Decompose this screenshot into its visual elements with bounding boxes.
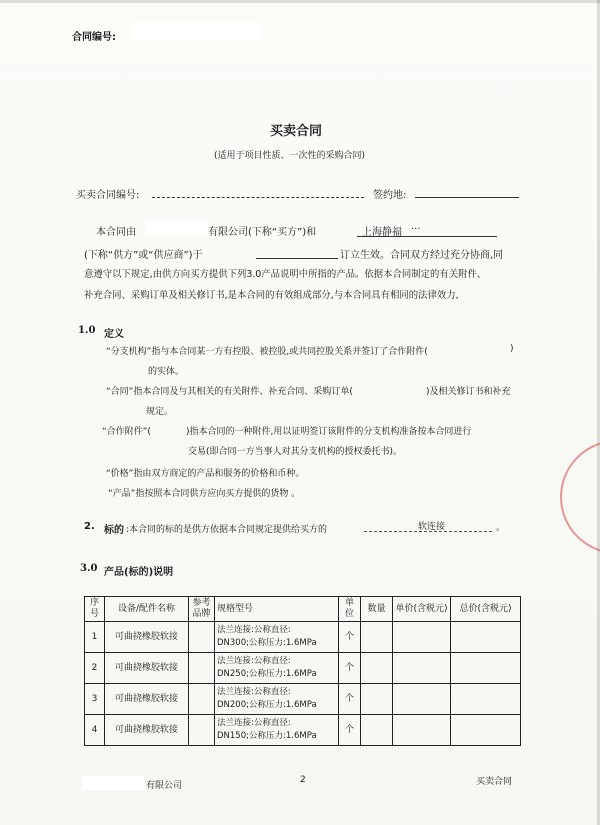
cell-name: 可曲挠橡胶软接: [105, 684, 189, 715]
buyer-name-redacted: [146, 221, 208, 235]
supplier-name: 上海静福: [362, 227, 402, 238]
section1-title: 定义: [104, 329, 124, 340]
table-row: [85, 653, 521, 684]
def-branch-a: “分支机构”指与本合同某一方有控股、被控股,或共同控股关系并签订了合作附件(: [106, 347, 428, 357]
cell-qty: [361, 653, 393, 684]
section2-text: :本合同的标的是供方依据本合同规定提供给买方的: [126, 525, 328, 535]
section2-subject-field[interactable]: [364, 531, 492, 532]
header-qty: 数量: [361, 597, 393, 622]
footer-company: 有限公司: [146, 781, 183, 791]
header-seq: 序号: [85, 597, 105, 622]
def-contract-a: “合同”指本合同及与其相关的有关附件、补充合同、采购订单(: [106, 387, 353, 397]
def-annex-b: )指本合同的一种附件,用以证明签订该附件的分支机构准备按本合同进行: [186, 427, 472, 437]
cell-total: [451, 622, 521, 653]
table-row: [85, 715, 521, 746]
intro-line4: 补充合同、采购订单及相关修订书,是本合同的有效组成部分,与本合同具有相同的法律效力,: [84, 290, 459, 301]
cell-qty: [361, 622, 393, 653]
intro-line2-a: (下称“供方”或“供应商”)于: [84, 250, 203, 261]
cell-total: [451, 653, 521, 684]
page-title: 买卖合同: [270, 124, 323, 139]
cell-spec-line1: 法兰连接:公称直径:: [217, 718, 291, 728]
sign-date-field[interactable]: [256, 258, 338, 259]
def-annex-c: 交易(即合同一方当事人对其分支机构的授权委托书)。: [188, 447, 403, 457]
supplier-name-field[interactable]: [357, 236, 497, 237]
cell-unit: 个: [339, 715, 361, 746]
cell-spec-line2: DN200;公称压力:1.6MPa: [217, 700, 317, 710]
header-price: 单价(含税元): [393, 597, 451, 622]
header-total: 总价(含税元): [451, 597, 521, 622]
def-contract-c: 规定。: [146, 407, 174, 417]
header-name: 设备/配件名称: [105, 597, 189, 622]
cell-seq: 4: [85, 715, 105, 746]
page-subtitle: (适用于项目性质、一次性的采购合同): [214, 151, 366, 161]
section2-end: 。: [496, 523, 506, 533]
def-branch-b: ): [510, 344, 514, 354]
cell-spec: [215, 715, 339, 746]
def-annex-a: “合作附件”(: [102, 427, 151, 437]
table-row: [85, 622, 521, 653]
cell-unit: 个: [339, 653, 361, 684]
cell-total: [451, 715, 521, 746]
cell-spec-line2: DN150;公称压力:1.6MPa: [217, 731, 317, 741]
cell-brand: [189, 622, 215, 653]
sign-place-field[interactable]: [415, 197, 519, 198]
header-contract-no-label: 合同编号:: [72, 32, 116, 43]
footer-doc-name: 买卖合同: [476, 777, 513, 787]
contract-no-label: 买卖合同编号:: [76, 190, 140, 201]
cell-brand: [189, 715, 215, 746]
scan-edge-top: [0, 0, 600, 3]
footer-page-number: 2: [300, 775, 306, 785]
header-spec: 规格型号: [215, 597, 339, 622]
cell-spec: [215, 684, 339, 715]
header-brand: 参考品牌: [189, 597, 215, 622]
cell-spec: [215, 653, 339, 684]
def-price: “价格”指由双方商定的产品和服务的价格和币种。: [106, 469, 305, 479]
contract-no-field[interactable]: [152, 197, 364, 198]
section1-number: 1.0: [78, 325, 96, 336]
header-unit: 单位: [339, 597, 361, 622]
cell-unit: 个: [339, 684, 361, 715]
section2-subject: 软连接: [418, 522, 446, 532]
def-product: “产品”指按照本合同供方应向买方提供的货物 。: [108, 489, 301, 499]
section3-title: 产品(标的)说明: [104, 567, 174, 578]
cell-seq: 1: [85, 622, 105, 653]
cell-spec-line2: DN250;公称压力:1.6MPa: [217, 669, 317, 679]
cell-price: [393, 622, 451, 653]
cell-spec-line1: 法兰连接:公称直径:: [217, 687, 291, 697]
def-branch-c: 的实体。: [148, 367, 185, 377]
section2-title: 标的: [104, 525, 124, 536]
product-table: [84, 596, 521, 746]
table-row: [85, 684, 521, 715]
cell-total: [451, 684, 521, 715]
cell-brand: [189, 684, 215, 715]
section3-number: 3.0: [80, 563, 98, 574]
intro-line1-a: 本合同由: [96, 227, 136, 238]
cell-name: 可曲挠橡胶软接: [105, 622, 189, 653]
cell-brand: [189, 653, 215, 684]
def-contract-b: )及相关修订书和补充: [426, 387, 511, 397]
cell-seq: 3: [85, 684, 105, 715]
cell-spec-line2: DN300;公称压力:1.6MPa: [217, 638, 317, 648]
cell-spec: [215, 622, 339, 653]
cell-price: [393, 684, 451, 715]
cell-unit: 个: [339, 622, 361, 653]
sign-place-label: 签约地:: [373, 190, 407, 201]
cell-qty: [361, 715, 393, 746]
company-seal-stamp: [560, 440, 600, 554]
cell-qty: [361, 684, 393, 715]
cell-name: 可曲挠橡胶软接: [105, 715, 189, 746]
table-header-row: [85, 597, 521, 622]
cell-spec-line1: 法兰连接:公称直径:: [217, 625, 291, 635]
cell-price: [393, 653, 451, 684]
header-contract-no-redacted: [132, 22, 260, 40]
intro-line1-b: 有限公司(下称“买方”)和: [208, 227, 317, 238]
cell-price: [393, 715, 451, 746]
section2-number: 2.: [84, 521, 95, 532]
intro-line2-b: 订立生效。合同双方经过充分协商,同: [340, 250, 504, 261]
cell-spec-line1: 法兰连接:公称直径:: [217, 656, 291, 666]
footer-company-redacted: [82, 776, 144, 790]
supplier-name-ellipsis: ...: [411, 221, 421, 232]
intro-line3: 意遵守以下规定,由供方向买方提供下列3.0产品说明中所指的产品。依据本合同制定的有关附件、: [84, 269, 487, 280]
cell-name: 可曲挠橡胶软接: [105, 653, 189, 684]
cell-seq: 2: [85, 653, 105, 684]
